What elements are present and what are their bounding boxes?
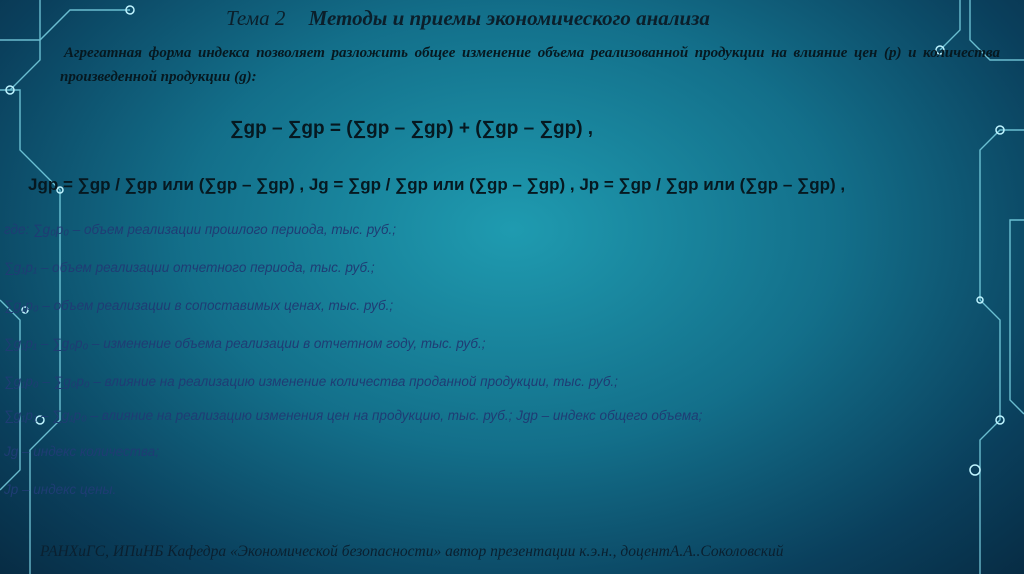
formula-decomposition: ∑gp – ∑gp = (∑gp – ∑gp) + (∑gp – ∑gp) , [230, 118, 594, 139]
formula-indices: Jgp = ∑gp / ∑gp или (∑gp – ∑gp) , Jg = ∑gp / ∑gp или (∑gp – ∑gp) , Jp = ∑gp / ∑gp или (∑gp – ∑gp) , [28, 175, 846, 194]
definition-line: ∑g₁p₀ – объем реализации в сопоставимых ценах, тыс. руб.; [4, 298, 394, 313]
definition-line: ∑g₁p₁ – объем реализации отчетного периода, тыс. руб.; [4, 260, 375, 275]
topic-number: Тема 2 [226, 6, 286, 30]
intro-paragraph: Агрегатная форма индекса позволяет разложить общее изменение объема реализованной продукции на влияние цен (p) и количества произведенной продукции (g): [60, 45, 1000, 85]
definition-line: Jg – индекс количества; [4, 444, 159, 459]
definition-line: Jp – индекс цены. [4, 482, 117, 497]
definition-line: ∑g₁p₁ – ∑g₀p₀ – изменение объема реализации в отчетном году, тыс. руб.; [4, 336, 486, 351]
topic-title: Методы и приемы экономического анализа [308, 6, 710, 30]
slide-footer: РАНХиГС, ИПиНБ Кафедра «Экономической безопасности» автор презентации к.э.н., доцентА.А..Соколовский [40, 543, 784, 560]
definition-line: ∑g₁p₀ – ∑g₀p₀ – влияние на реализацию изменение количества проданной продукции, тыс. руб.; [4, 374, 618, 389]
definition-line: где: ∑g₀p₀ – объем реализации прошлого периода, тыс. руб.; [4, 222, 396, 237]
slide-title [226, 6, 710, 31]
definition-line: ∑g₁p₁ – ∑g₁p₀ – влияние на реализацию изменения цен на продукцию, тыс. руб.; Jgp – индекс общего объема; [4, 408, 703, 423]
